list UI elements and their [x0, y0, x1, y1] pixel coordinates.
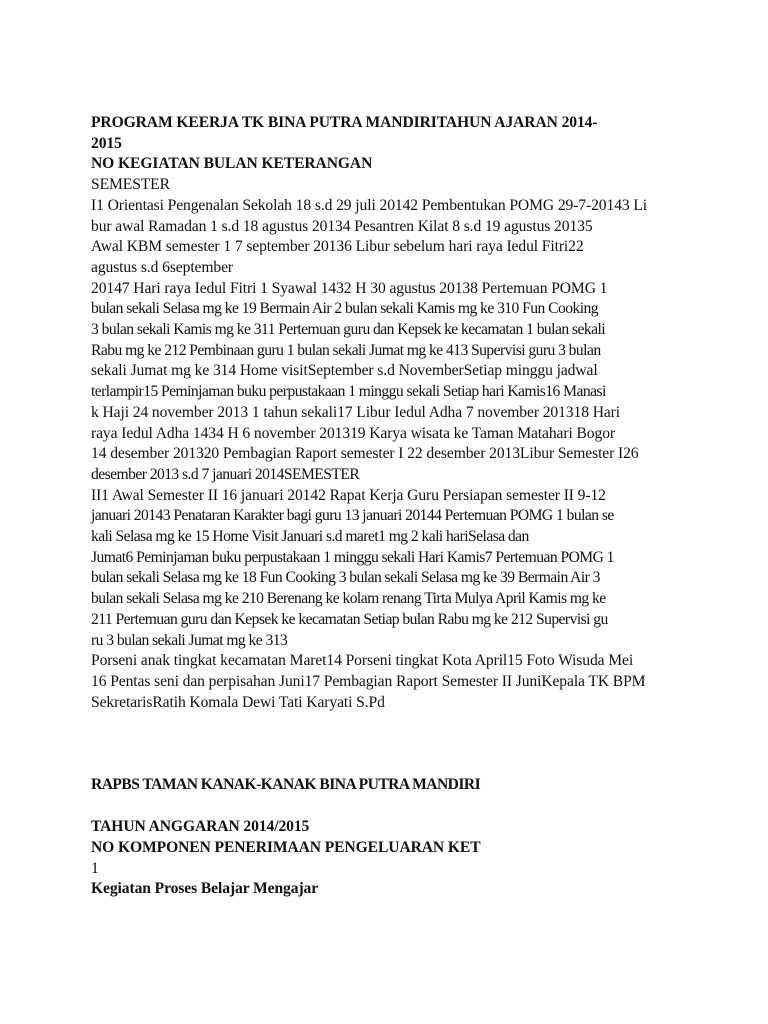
budget-table-header: NO KOMPONEN PENERIMAAN PENGELUARAN KET — [91, 838, 481, 856]
section-gap — [91, 796, 677, 817]
section-gap — [91, 713, 677, 775]
body-line: kali Selasa mg ke 15 Home Visit Januari s.d maret1 mg 2 kali hariSelasa dan — [91, 528, 529, 546]
body-line: 3 bulan sekali Kamis mg ke 311 Pertemuan guru dan Kepsek ke kecamatan 1 bulan sekali — [91, 321, 606, 339]
body-line: 16 Pentas seni dan perpisahan Juni17 Pembagian Raport Semester II JuniKepala TK BPM — [91, 672, 646, 690]
budget-row-number: 1 — [91, 859, 99, 877]
body-line: januari 20143 Penataran Karakter bagi guru 13 januari 20144 Pertemuan POMG 1 bulan se — [91, 507, 614, 525]
budget-year: TAHUN ANGGARAN 2014/2015 — [91, 818, 310, 836]
body-line: terlampir15 Peminjaman buku perpustakaan 1 minggu sekali Setiap hari Kamis16 Manasi — [91, 383, 606, 401]
body-line: sekali Jumat mg ke 314 Home visitSeptember s.d NovemberSetiap minggu jadwal — [91, 362, 598, 380]
body-line: 211 Pertemuan guru dan Kepsek ke kecamatan Setiap bulan Rabu mg ke 212 Supervisi gu — [91, 610, 608, 628]
body-line: Rabu mg ke 212 Pembinaan guru 1 bulan sekali Jumat mg ke 413 Supervisi guru 3 bulan — [91, 341, 601, 359]
body-line: bulan sekali Selasa mg ke 210 Berenang ke kolam renang Tirta Mulya April Kamis mg ke — [91, 590, 606, 608]
rapbs-title: RAPBS TAMAN KANAK-KANAK BINA PUTRA MANDIRI — [91, 776, 481, 794]
program-body — [91, 196, 677, 714]
body-line: Awal KBM semester 1 7 september 20136 Libur sebelum hari raya Iedul Fitri22 — [91, 238, 584, 256]
body-line: II1 Awal Semester II 16 januari 20142 Rapat Kerja Guru Persiapan semester II 9-12 — [91, 486, 606, 504]
body-line: Porseni anak tingkat kecamatan Maret14 Porseni tingkat Kota April15 Foto Wisuda Mei — [91, 652, 634, 670]
body-line: raya Iedul Adha 1434 H 6 november 201319 Karya wisata ke Taman Matahari Bogor — [91, 424, 615, 442]
body-line: desember 2013 s.d 7 januari 2014SEMESTER — [91, 465, 360, 483]
body-line: ru 3 bulan sekali Jumat mg ke 313 — [91, 631, 288, 649]
budget-row-label: Kegiatan Proses Belajar Mengajar — [91, 880, 319, 898]
semester-label: SEMESTER — [91, 176, 170, 194]
document-page — [91, 113, 677, 900]
body-line: 14 desember 201320 Pembagian Raport semester I 22 desember 2013Libur Semester I26 — [91, 445, 639, 463]
body-line: SekretarisRatih Komala Dewi Tati Karyati S.Pd — [91, 693, 385, 711]
body-line: agustus s.d 6september — [91, 258, 234, 276]
body-line: Jumat6 Peminjaman buku perpustakaan 1 minggu sekali Hari Kamis7 Pertemuan POMG 1 — [91, 548, 614, 566]
body-line: bur awal Ramadan 1 s.d 18 agustus 20134 Pesantren Kilat 8 s.d 19 agustus 20135 — [91, 217, 593, 235]
body-line: 20147 Hari raya Iedul Fitri 1 Syawal 1432 H 30 agustus 20138 Pertemuan POMG 1 — [91, 279, 608, 297]
body-line: k Haji 24 november 2013 1 tahun sekali17 Libur Iedul Adha 7 november 201318 Hari — [91, 403, 621, 421]
body-line: bulan sekali Selasa mg ke 18 Fun Cooking 3 bulan sekali Selasa mg ke 39 Bermain Air 3 — [91, 569, 600, 587]
program-title-line-2: 2015 — [91, 134, 122, 152]
program-title-line-1: PROGRAM KEERJA TK BINA PUTRA MANDIRITAHUN AJARAN 2014- — [91, 114, 598, 131]
body-line: I1 Orientasi Pengenalan Sekolah 18 s.d 29 juli 20142 Pembentukan POMG 29-7-20143 Li — [91, 196, 648, 214]
body-line: bulan sekali Selasa mg ke 19 Bermain Air 2 bulan sekali Kamis mg ke 310 Fun Cooking — [91, 300, 598, 318]
program-table-header: NO KEGIATAN BULAN KETERANGAN — [91, 155, 373, 173]
